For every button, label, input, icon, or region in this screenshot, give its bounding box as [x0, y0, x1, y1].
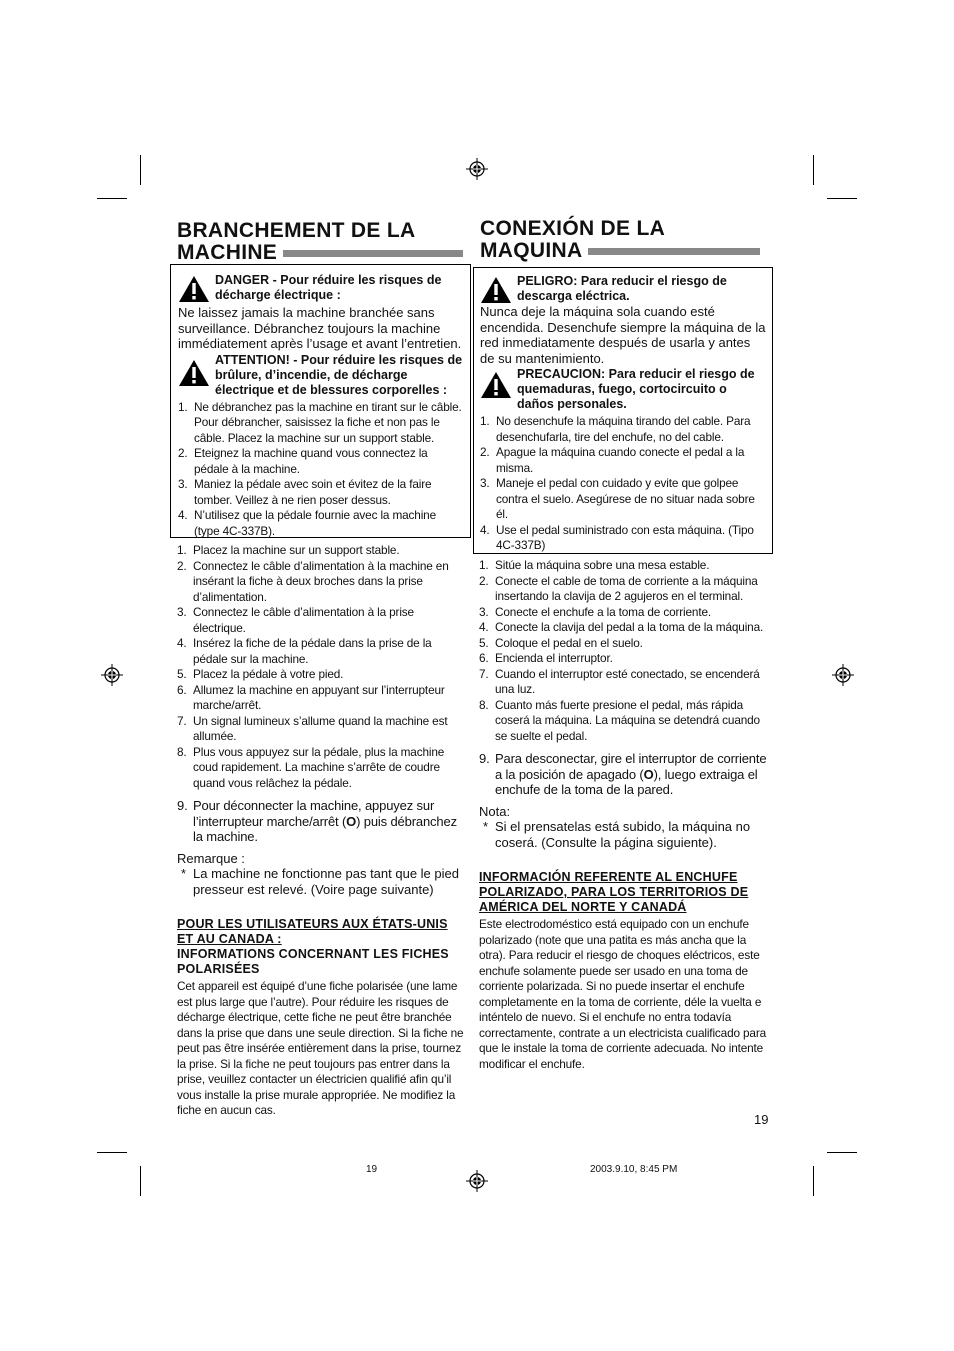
french-attention-title: ATTENTION! - Pour réduire les risques de brûlure, d’incendie, de décharge électrique et de blessures corporelles : — [215, 352, 463, 397]
list-item: 7. Cuando el interruptor esté conectado, se encenderá una luz. — [479, 666, 760, 696]
spanish-step9 — [479, 751, 769, 798]
spanish-steps — [479, 558, 769, 1072]
french-danger-title: DANGER - Pour réduire les risques de décharge électrique : — [215, 273, 442, 302]
french-steps-list — [177, 543, 467, 791]
list-item: 2. Eteignez la machine quand vous connectez la pédale à la machine. — [178, 446, 428, 476]
french-note-label: Remarque : — [177, 850, 245, 866]
title-rule — [283, 250, 463, 257]
list-item: 4. Insérez la fiche de la pédale dans la prise de la pédale sur la machine. — [177, 636, 432, 666]
registration-mark-icon — [466, 158, 488, 180]
list-item: 9. Pour déconnecter la machine, appuyez sur l’interrupteur marche/arrêt (O) puis débranchez la machine. — [177, 798, 457, 844]
spanish-section-text: Este electrodoméstico está equipado con un enchufe polarizado (note que una patita es más ancha que la otra). Para reducir el riesgo de choques eléctricos, este enchufe solamente puede ser usado en una toma de corriente polarizada. Si no puede insertar el enchufe completamente en la toma de corriente, déle la vuelta e inténtelo de nuevo. Si el enchufe no entra todavía correctamente, contrate a un electricista cualificado para que le instale la toma de corriente adecuada. No intente modificar el enchufe. — [479, 917, 767, 1071]
list-item: 3. Connectez le câble d’alimentation à la prise électrique. — [177, 605, 414, 635]
list-item: 2. Conecte el cable de toma de corriente a la máquina insertando la clavija de 2 agujeros en el terminal. — [479, 573, 758, 603]
page-number: 19 — [754, 1112, 769, 1127]
french-step9 — [177, 798, 467, 845]
list-item: 6. Encienda el interruptor. — [479, 651, 613, 665]
list-item: 8. Plus vous appuyez sur la pédale, plus la machine coud rapidement. La machine s’arrête de coudre quand vous relâchez la pédale. — [177, 744, 445, 790]
french-note: * La machine ne fonctionne pas tant que le pied presseur est relevé. (Voire page suivante) — [181, 866, 459, 897]
crop-mark — [813, 1166, 814, 1196]
list-item: 1. No desenchufe la máquina tirando del cable. Para desenchufarla, tire del enchufe, no del cable. — [480, 414, 751, 444]
registration-mark-icon — [832, 664, 854, 686]
spanish-title-line2: MAQUINA — [480, 239, 583, 262]
spanish-attention-heading — [480, 367, 766, 412]
title-rule — [588, 248, 760, 255]
spanish-attention-list — [480, 414, 766, 554]
list-item: 5. Coloque el pedal en el suelo. — [479, 635, 643, 650]
off-symbol: O — [643, 766, 654, 782]
french-section-title: POUR LES UTILISATEURS AUX ÉTATS-UNIS ET AU CANADA : — [177, 917, 448, 946]
french-section-subtitle: INFORMATIONS CONCERNANT LES FICHES POLARISÉES — [177, 947, 449, 976]
french-steps — [177, 543, 467, 1119]
registration-mark-icon — [466, 1170, 488, 1192]
list-item: 2. Connectez le câble d’alimentation à la machine en insérant la fiche à deux broches dans la prise d’alimentation. — [177, 558, 449, 604]
french-attention-list — [178, 400, 464, 540]
registration-mark-icon — [101, 664, 123, 686]
crop-mark — [827, 1152, 857, 1153]
french-title — [177, 220, 472, 264]
warning-triangle-icon — [178, 275, 210, 303]
warning-triangle-icon — [480, 276, 512, 304]
footer-page: 19 — [366, 1164, 378, 1175]
french-warning-box — [170, 264, 471, 538]
crop-mark — [140, 1166, 141, 1196]
french-attention-heading — [178, 353, 464, 398]
crop-mark — [140, 155, 141, 185]
list-item: 4. Conecte la clavija del pedal a la toma de la máquina. — [479, 620, 764, 634]
spanish-steps-list — [479, 558, 769, 744]
crop-mark — [813, 155, 814, 185]
spanish-title-line1: CONEXIÓN DE LA — [480, 217, 666, 240]
warning-triangle-icon — [480, 371, 512, 399]
spanish-note-label: Nota: — [479, 803, 511, 819]
spanish-danger-text: Nunca deje la máquina sola cuando esté encendida. Desenchufe siempre la máquina de la red inmediatamente después de usarla y antes de su mantenimiento. — [480, 304, 766, 366]
list-item: 3. Maniez la pédale avec soin et évitez de la faire tomber. Veillez à ne rien poser dessus. — [178, 477, 432, 507]
spanish-title — [480, 218, 775, 262]
spanish-warning-box — [473, 267, 773, 554]
list-item: 3. Conecte el enchufe a la toma de corriente. — [479, 604, 712, 619]
french-title-line1: BRANCHEMENT DE LA — [177, 219, 416, 242]
french-danger-text: Ne laissez jamais la machine branchée sans surveillance. Débranchez toujours la machine immédiatement après l’usage et avant l’entretien. — [178, 305, 462, 351]
list-item: 1. Sitúe la máquina sobre una mesa estable. — [479, 558, 710, 572]
footer-timestamp: 2003.9.10, 8:45 PM — [590, 1164, 678, 1175]
list-item: 4. N’utilisez que la pédale fournie avec la machine (type 4C-337B). — [178, 508, 436, 538]
list-item: 8. Cuanto más fuerte presione el pedal, más rápida coserá la máquina. La máquina se detendrá cuando se suelte el pedal. — [479, 697, 760, 743]
french-section-text: Cet appareil est équipé d’une fiche polarisée (une lame est plus large que l’autre). Pour réduire les risques de décharge électrique, cette fiche ne peut être branchée dans la prise que dans une seule direction. Si la fiche ne peut pas être insérée entièrement dans la prise, tournez la prise. Si la fiche ne peut toujours pas entrer dans la prise, veuillez contacter un électricien qualifié afin qu’il vous installe la prise murale appropriée. Ne modifiez la fiche en aucun cas. — [177, 979, 464, 1117]
spanish-note: * Si el prensatelas está subido, la máquina no coserá. (Consulte la página siguiente). — [483, 819, 751, 850]
spanish-attention-title: PRECAUCION: Para reducir el riesgo de quemaduras, fuego, cortocircuito o daños personales. — [517, 367, 755, 411]
list-item: 4. Use el pedal suministrado con esta máquina. (Tipo 4C-337B) — [480, 522, 754, 552]
list-item: 1. Placez la machine sur un support stable. — [177, 543, 400, 557]
spanish-section-title: INFORMACIÓN REFERENTE AL ENCHUFE POLARIZADO, PARA LOS TERRITORIOS DE AMÉRICA DEL NORTE Y CANADÁ — [479, 870, 749, 914]
list-item: 2. Apague la máquina cuando conecte el pedal a la misma. — [480, 445, 745, 475]
list-item: 5. Placez la pédale à votre pied. — [177, 667, 344, 681]
list-item: 6. Allumez la machine en appuyant sur l’interrupteur marche/arrêt. — [177, 682, 445, 712]
warning-triangle-icon — [178, 359, 210, 387]
french-title-line2: MACHINE — [177, 241, 278, 264]
crop-mark — [97, 198, 127, 199]
list-item: 1. Ne débranchez pas la machine en tirant sur le câble. Pour débrancher, saisissez la fiche et non pas le câble. Placez la machine sur un support stable. — [178, 399, 462, 445]
list-item: 3. Maneje el pedal con cuidado y evite que golpee contra el suelo. Asegúrese de no situar nada sobre él. — [480, 476, 755, 521]
spanish-danger-heading — [480, 274, 766, 304]
list-item: 9. Para desconectar, gire el interruptor de corriente a la posición de apagado (O), luego extraiga el enchufe de la toma de la pared. — [479, 751, 767, 797]
list-item: 7. Un signal lumineux s’allume quand la machine est allumée. — [177, 713, 448, 743]
spanish-danger-title: PELIGRO: Para reducir el riesgo de descarga eléctrica. — [517, 274, 727, 303]
crop-mark — [827, 198, 857, 199]
crop-mark — [97, 1152, 127, 1153]
french-danger-heading — [178, 273, 464, 303]
off-symbol: O — [346, 813, 357, 829]
